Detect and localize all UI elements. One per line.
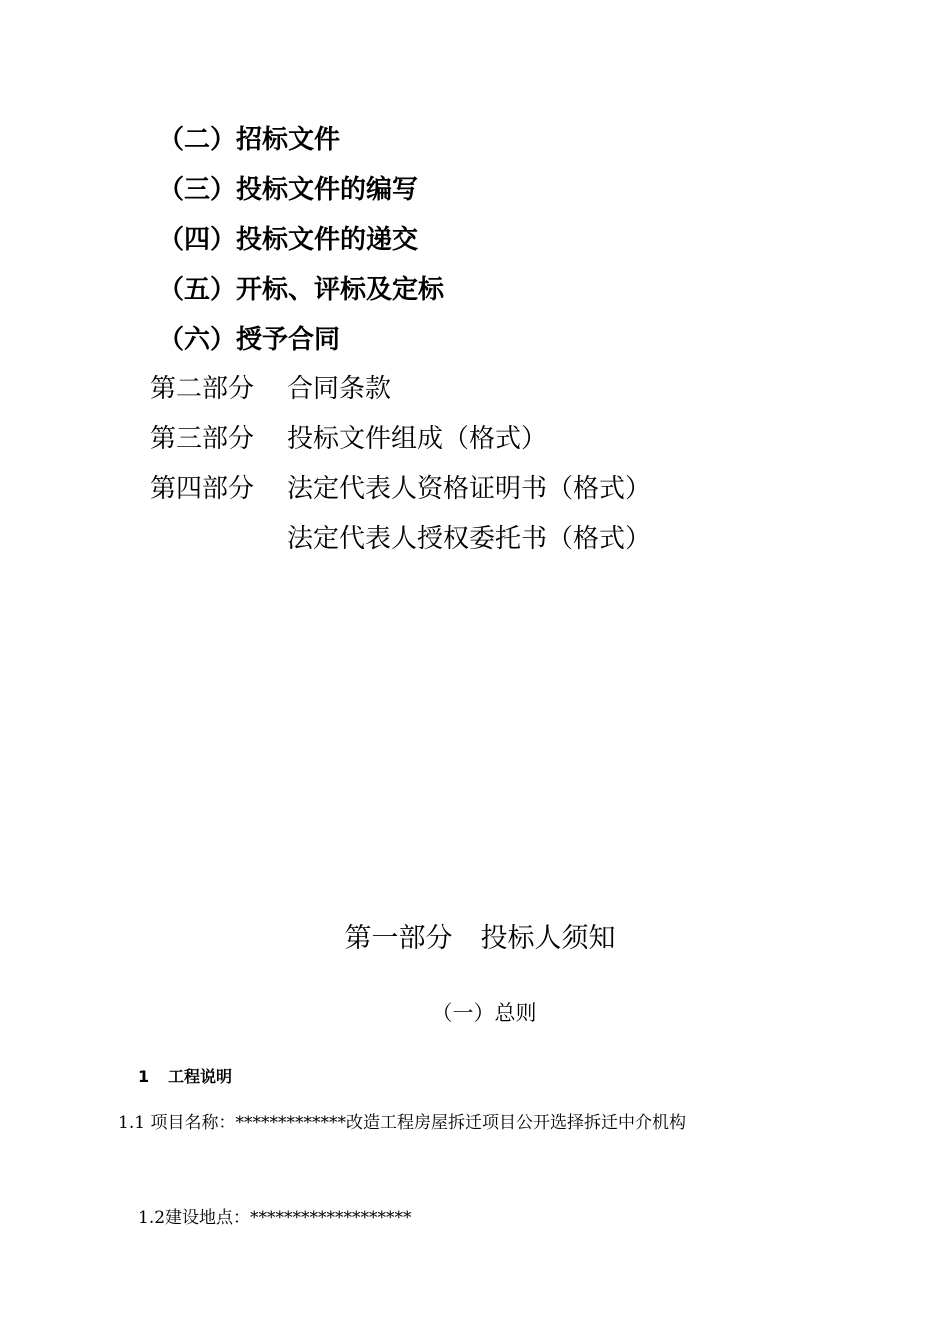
part-one-heading: 投标人须知 — [480, 923, 616, 954]
toc-part-4-subtitle[interactable]: 法定代表人授权委托书（格式） — [287, 524, 652, 554]
heading-number: 1 — [138, 1067, 150, 1086]
toc-part-3-title[interactable]: 投标文件组成（格式） — [287, 424, 548, 454]
toc-part-2-title[interactable]: 合同条款 — [287, 374, 392, 404]
heading-text: 工程说明 — [168, 1067, 233, 1086]
toc-section-2[interactable]: （二）招标文件 — [158, 125, 341, 155]
toc-part-4-label[interactable]: 第四部分 — [150, 474, 255, 504]
part-one-title — [0, 925, 950, 952]
toc-section-4[interactable]: （四）投标文件的递交 — [158, 225, 419, 255]
part-one-label: 第一部分 — [344, 923, 453, 954]
toc-part-3-label[interactable]: 第三部分 — [150, 424, 255, 454]
item-project-name: 1.1 项目名称：*************改造工程房屋拆迁项目公开选择拆迁中介机构 — [118, 1113, 686, 1133]
toc-section-3[interactable]: （三）投标文件的编写 — [158, 175, 419, 205]
item-construction-site: 1.2建设地点：******************* — [138, 1208, 412, 1228]
toc-part-2-label[interactable]: 第二部分 — [150, 374, 255, 404]
toc-section-6[interactable]: （六）授予合同 — [158, 325, 341, 355]
project-description-heading — [138, 1069, 232, 1085]
toc-section-5[interactable]: （五）开标、评标及定标 — [158, 275, 445, 305]
toc-part-4-title[interactable]: 法定代表人资格证明书（格式） — [287, 474, 652, 504]
general-provisions-subtitle: （一）总则 — [431, 1001, 537, 1025]
